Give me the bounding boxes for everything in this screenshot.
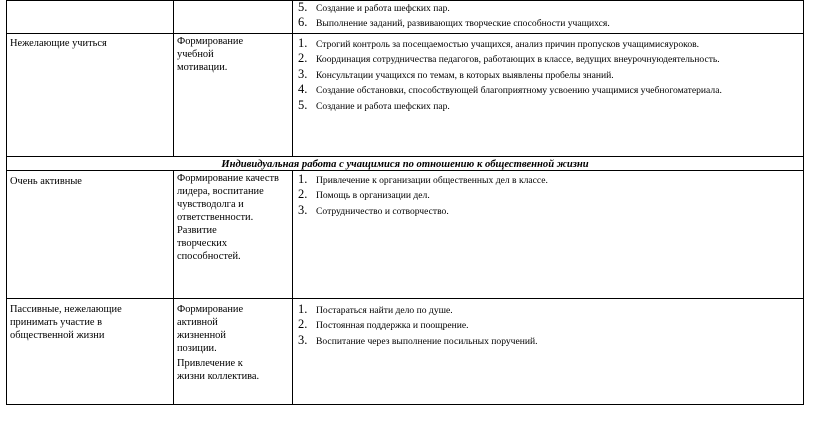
group-cell: Пассивные, нежелающие принимать участие в общественной жизни <box>10 304 122 341</box>
column-divider <box>173 0 174 157</box>
list-item: 2. Постоянная поддержка и поощрение. <box>298 317 469 332</box>
column-divider <box>292 170 293 405</box>
list-item: 5. Создание и работа шефских пар. <box>298 97 450 112</box>
list-item: 5. Создание и работа шефских пар. <box>298 0 450 14</box>
list-item: 4. Создание обстановки, способствующей благоприятному усвоению учащимися учебногоматериала. <box>298 82 722 97</box>
list-item: 1. Строгий контроль за посещаемостью учащихся, анализ причин пропусков учащимисяуроков. <box>298 36 700 50</box>
list-item: 3. Консультации учащихся по темам, в которых выявлены пробелы знаний. <box>298 66 614 81</box>
goal-paragraph: Формирование качеств лидера, воспитание чувстводолга и ответственности. <box>177 173 279 223</box>
column-divider <box>292 0 293 157</box>
list-item: 2. Помощь в организации дел. <box>298 187 430 202</box>
row-divider <box>6 298 804 299</box>
list-item: 2. Координация сотрудничества педагогов, работающих в классе, ведущих внеурочнуюдеятельность. <box>298 51 720 66</box>
goal-paragraph: Привлечение к жизни коллектива. <box>177 358 260 382</box>
column-divider <box>173 170 174 405</box>
section-title: Индивидуальная работа с учащимися по отношению к общественной жизни <box>221 159 589 170</box>
table-border-right <box>803 0 804 405</box>
goal-cell <box>177 303 267 383</box>
list-item: 6. Выполнение заданий, развивающих творческие способности учащихся. <box>298 15 610 30</box>
measures-list <box>298 37 722 114</box>
group-cell: Очень активные <box>10 176 82 187</box>
top-row-list <box>298 1 610 32</box>
list-item: 3. Сотрудничество и сотворчество. <box>298 202 449 217</box>
row-divider <box>6 33 804 34</box>
goal-paragraph: Формирование активной жизненной позиции. <box>177 304 244 354</box>
measures-list <box>298 303 538 349</box>
list-item: 1. Постараться найти дело по душе. <box>298 302 453 316</box>
table-border-left <box>6 0 7 405</box>
row-divider <box>6 156 804 157</box>
measures-list <box>298 173 548 219</box>
group-cell: Нежелающие учиться <box>10 38 107 49</box>
list-item: 3. Воспитание через выполнение посильных поручений. <box>298 332 538 347</box>
table-border-bottom <box>6 404 804 405</box>
list-item: 1. Привлечение к организации общественных дел в классе. <box>298 172 548 186</box>
goal-cell: Формирование учебной мотивации. <box>177 36 244 73</box>
goal-paragraph: Развитие творческих способностей. <box>177 225 241 262</box>
goal-cell <box>177 172 289 263</box>
